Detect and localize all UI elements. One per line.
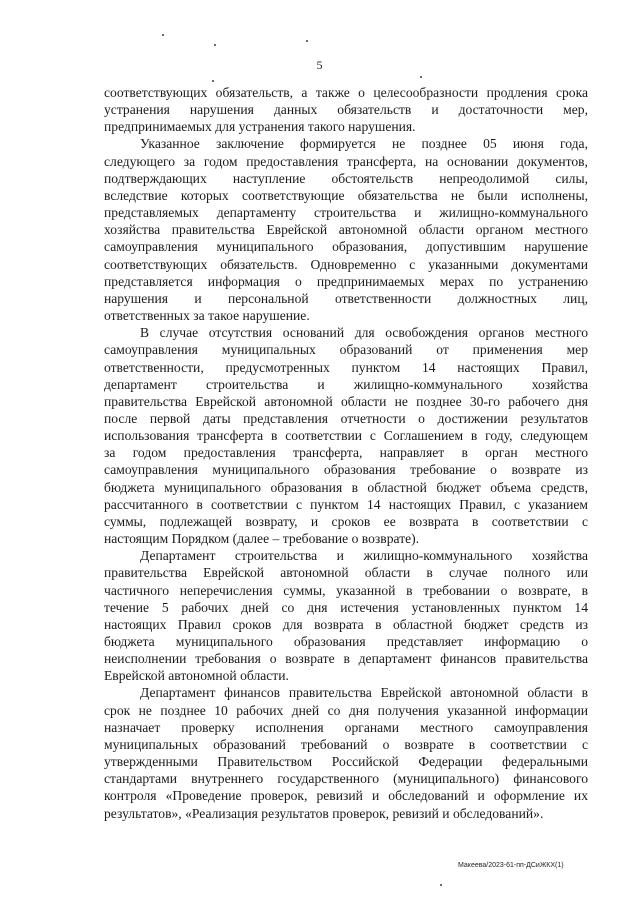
text-line: настоящим Порядком (далее – требование о возврате). xyxy=(104,531,420,547)
text-line: подтверждающих наступление обстоятельств непреодолимой силы, xyxy=(104,170,588,186)
text-line: предпринимаемых для устранения такого нарушения. xyxy=(104,119,416,135)
text-line: неисполнении требования о возврате в департамент финансов правительства xyxy=(104,651,588,667)
text-line: суммы, подлежащей возврату, и сроков ее возврата в соответствии с xyxy=(104,513,588,529)
text-line: результатов», «Реализация результатов проверок, ревизий и обследований». xyxy=(104,805,544,821)
text-line: утвержденными Правительством Российской Федерации федеральными xyxy=(104,754,588,770)
text-line: рассчитанного в соответствии с пунктом 14 настоящих Правил, с указанием xyxy=(104,496,588,512)
text-line: правительства Еврейской автономной области в случае полного или xyxy=(104,565,588,581)
text-line: бюджета муниципального образования представляет информацию о xyxy=(104,634,588,649)
text-line: самоуправления муниципального образования, допустившим нарушение xyxy=(104,239,588,255)
paragraph xyxy=(104,684,588,821)
text-line: стандартами внутреннего государственного (муниципального) финансового xyxy=(104,771,588,787)
text-line: правительства Еврейской автономной области не позднее 30-го рабочего дня xyxy=(104,393,588,409)
text-line: бюджета муниципального образования в областной бюджет объема средств, xyxy=(104,479,588,495)
text-line: Департамент строительства и жилищно-коммунального хозяйства xyxy=(140,548,588,564)
page-number: 5 xyxy=(316,58,323,72)
text-line: использования трансферта в соответствии с Соглашением в году, следующем xyxy=(104,428,588,444)
document-body xyxy=(104,84,588,822)
paragraph xyxy=(104,84,588,135)
paragraph xyxy=(104,547,588,684)
scan-speck xyxy=(214,44,216,46)
text-line: самоуправления муниципальных образований от применения мер xyxy=(104,342,588,358)
text-line: нарушения и персональной ответственности должностных лиц, xyxy=(104,290,588,306)
text-line: соответствующих обязательств, а также о целесообразности продления срока xyxy=(104,85,588,100)
text-line: департамент строительства и жилищно-коммунального хозяйства xyxy=(104,376,588,392)
text-line: хозяйства правительства Еврейской автономной области органом местного xyxy=(104,222,588,238)
text-line: муниципальных образований требований о возврате в соответствии с xyxy=(104,736,588,752)
text-line: В случае отсутствия оснований для освобождения органов местного xyxy=(140,325,588,341)
paragraph xyxy=(104,135,588,324)
text-line: после первой даты представления отчетности о достижении результатов xyxy=(104,410,588,426)
text-line: за годом предоставления трансферта, направляет в орган местного xyxy=(104,445,588,461)
text-line: следующего за годом предоставления трансферта, на основании документов, xyxy=(104,153,588,169)
text-line: устранения нарушения данных обязательств и достаточности мер, xyxy=(104,102,588,118)
scan-speck xyxy=(420,76,422,78)
text-line: соответствующих обязательств. Одновременно с указанными документами xyxy=(104,256,588,272)
text-line: вследствие которых соответствующие обязательства не были исполнены, xyxy=(104,187,588,203)
text-line: контроля «Проведение проверок, ревизий и обследований и оформление их xyxy=(104,788,588,804)
text-line: представляемых департаменту строительства и жилищно-коммунального xyxy=(104,205,588,221)
text-line: настоящих Правил сроков для возврата в областной бюджет средств из xyxy=(104,616,588,632)
text-line: назначает проверку исполнения органами местного самоуправления xyxy=(104,719,588,735)
text-line: Еврейской автономной области. xyxy=(104,668,289,684)
text-line: ответственных за такое нарушение. xyxy=(104,308,310,324)
text-line: течение 5 рабочих дней со дня истечения установленных пунктом 14 xyxy=(104,599,588,615)
text-line: срок не позднее 10 рабочих дней со дня получения указанной информации xyxy=(104,702,588,718)
scan-speck xyxy=(212,80,214,82)
text-line: ответственности, предусмотренных пунктом 14 настоящих Правил, xyxy=(104,359,588,375)
scan-speck xyxy=(306,40,308,42)
text-line: частичного неперечисления суммы, указанной в требовании о возврате, в xyxy=(104,582,588,598)
paragraph xyxy=(104,324,588,547)
scan-speck xyxy=(162,34,164,36)
text-line: самоуправления муниципального образования требование о возврате из xyxy=(104,462,588,478)
text-line: Указанное заключение формируется не позднее 05 июня года, xyxy=(140,136,588,152)
text-line: Департамент финансов правительства Еврейской автономной области в xyxy=(140,685,588,701)
text-line: представляется информация о предпринимаемых мерах по устранению xyxy=(104,273,588,289)
document-footer-code: Макеева/2023-61-пп-ДСиЖКХ(1) xyxy=(458,862,564,869)
scan-speck xyxy=(440,884,442,886)
